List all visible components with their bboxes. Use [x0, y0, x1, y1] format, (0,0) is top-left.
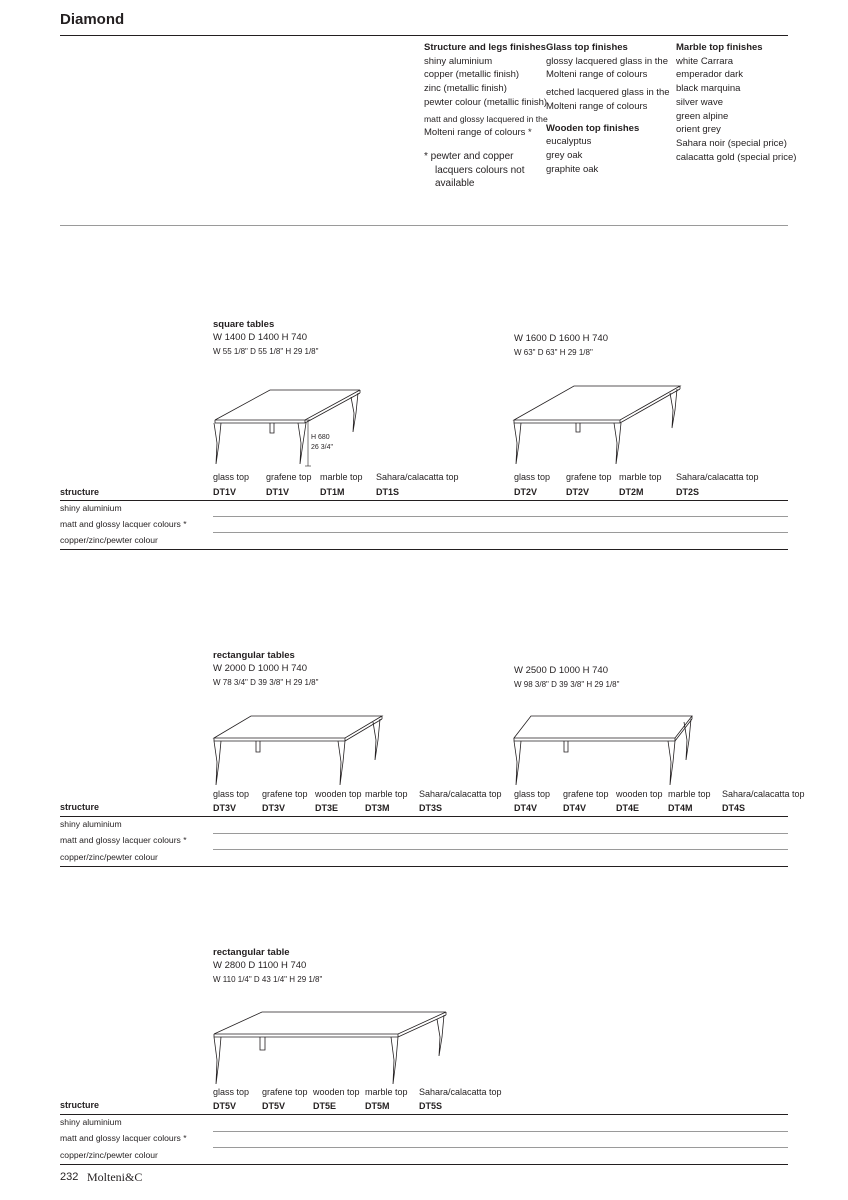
top-name: marble top [320, 472, 363, 482]
dimension-mm: W 1400 D 1400 H 740 [213, 332, 308, 343]
section-heading: rectangular table [213, 947, 290, 958]
finish-note [424, 150, 548, 191]
top-name: glass top [213, 472, 250, 482]
model-code: DT2M [619, 487, 644, 497]
row-label-structure: structure [60, 802, 100, 812]
section-heading: rectangular tables [213, 650, 295, 661]
top-name: wooden top [313, 1087, 360, 1097]
model-code: DT1S [376, 487, 400, 497]
row-label: shiny aluminium [60, 1117, 122, 1127]
structure-finishes [424, 41, 548, 191]
top-name: glass top [514, 472, 551, 482]
top-name: marble top [668, 789, 711, 799]
structure-finishes-heading: Structure and legs finishes [424, 42, 546, 53]
finishes-bottom-rule [60, 225, 788, 226]
table-rule [60, 500, 788, 501]
model-code: DT5E [313, 1101, 337, 1111]
dimension-in: W 63" D 63" H 29 1/8" [514, 348, 593, 357]
finish-item: silver wave [676, 96, 723, 108]
note-line: available [435, 178, 475, 190]
dimension-mm: W 2000 D 1000 H 740 [213, 663, 308, 674]
finish-item: white Carrara [676, 55, 734, 67]
row-rule [213, 833, 788, 834]
glass-finishes-heading: Glass top finishes [546, 42, 628, 53]
finish-item: grey oak [546, 149, 583, 161]
finish-item: black marquina [676, 83, 741, 95]
table-rule [60, 816, 788, 817]
top-name: grafene top [566, 472, 612, 482]
model-code: DT4V [514, 803, 538, 813]
model-code: DT5M [365, 1101, 390, 1111]
table-drawing-dt4 [510, 714, 700, 788]
top-name: Sahara/calacatta top [419, 1087, 502, 1097]
top-name: marble top [365, 1087, 408, 1097]
model-code: DT2V [566, 487, 590, 497]
model-code: DT3S [419, 803, 443, 813]
top-name: glass top [514, 789, 551, 799]
finish-item: Molteni range of colours [546, 69, 648, 81]
top-name: grafene top [563, 789, 609, 799]
model-code: DT5V [262, 1101, 286, 1111]
table-drawing-dt3 [210, 714, 390, 788]
finish-item: orient grey [676, 124, 721, 136]
note-line: * pewter and copper [424, 150, 514, 162]
model-code: DT2V [514, 487, 538, 497]
finish-item: green alpine [676, 110, 729, 122]
model-code: DT4M [668, 803, 693, 813]
finish-item: graphite oak [546, 163, 599, 175]
model-code: DT5V [213, 1101, 237, 1111]
model-code: DT4S [722, 803, 746, 813]
dimension-in: W 110 1/4" D 43 1/4" H 29 1/8" [213, 975, 323, 984]
finish-item: zinc (metallic finish) [424, 83, 507, 95]
top-name: wooden top [616, 789, 663, 799]
model-code: DT1M [320, 487, 345, 497]
table-rule [60, 549, 788, 550]
finish-item: etched lacquered glass in the [546, 87, 670, 99]
model-code: DT3E [315, 803, 339, 813]
finish-item: copper (metallic finish) [424, 69, 520, 81]
dimension-in: W 55 1/8" D 55 1/8" H 29 1/8" [213, 347, 319, 356]
table-rule [60, 1164, 788, 1165]
finish-item: matt and glossy lacquered in the [424, 113, 548, 124]
height-marker [303, 418, 313, 498]
row-label: shiny aluminium [60, 503, 122, 513]
top-name: grafene top [262, 1087, 308, 1097]
page-title: Diamond [60, 11, 125, 28]
title-rule [60, 35, 788, 36]
dimension-in: W 78 3/4" D 39 3/8" H 29 1/8" [213, 678, 319, 687]
row-label: matt and glossy lacquer colours * [60, 835, 187, 845]
table-rule [60, 866, 788, 867]
dimension-mm: W 1600 D 1600 H 740 [514, 333, 609, 344]
top-name: grafene top [266, 472, 312, 482]
row-label: copper/zinc/pewter colour [60, 535, 158, 545]
row-rule [213, 1131, 788, 1132]
row-label: copper/zinc/pewter colour [60, 852, 158, 862]
model-code: DT5S [419, 1101, 443, 1111]
model-code: DT3V [213, 803, 237, 813]
top-name: Sahara/calacatta top [376, 472, 459, 482]
table-drawing-dt2 [510, 384, 690, 464]
glass-finishes [546, 41, 670, 176]
top-name: grafene top [262, 789, 308, 799]
row-rule [213, 849, 788, 850]
dimension-in: W 98 3/8" D 39 3/8" H 29 1/8" [514, 680, 620, 689]
row-label: matt and glossy lacquer colours * [60, 519, 187, 529]
marble-finishes-heading: Marble top finishes [676, 42, 763, 53]
table-rule [60, 1114, 788, 1115]
top-name: marble top [619, 472, 662, 482]
model-code: DT1V [266, 487, 290, 497]
finish-item: emperador dark [676, 69, 744, 81]
model-code: DT4E [616, 803, 640, 813]
model-code: DT1V [213, 487, 237, 497]
finish-item: Sahara noir (special price) [676, 137, 787, 149]
row-label: copper/zinc/pewter colour [60, 1150, 158, 1160]
marble-finishes [676, 41, 796, 164]
row-rule [213, 532, 788, 533]
top-name: Sahara/calacatta top [722, 789, 805, 799]
model-code: DT3M [365, 803, 390, 813]
note-line: lacquers colours not [435, 164, 525, 176]
top-name: Sahara/calacatta top [676, 472, 759, 482]
dimension-mm: W 2500 D 1000 H 740 [514, 665, 609, 676]
row-label: matt and glossy lacquer colours * [60, 1133, 187, 1143]
row-rule [213, 516, 788, 517]
top-name: glass top [213, 1087, 250, 1097]
model-code: DT3V [262, 803, 286, 813]
model-code: DT4V [563, 803, 587, 813]
section-heading: square tables [213, 319, 275, 330]
row-label-structure: structure [60, 487, 100, 497]
page-number: 232 [60, 1171, 79, 1183]
finish-item: calacatta gold (special price) [676, 151, 797, 163]
finish-item: Molteni range of colours [546, 100, 648, 112]
dimension-mm: W 2800 D 1100 H 740 [213, 960, 307, 971]
row-label-structure: structure [60, 1100, 100, 1110]
top-name: marble top [365, 789, 408, 799]
height-note: 26 3/4" [311, 444, 333, 451]
row-rule [213, 1147, 788, 1148]
top-name: glass top [213, 789, 250, 799]
model-code: DT2S [676, 487, 700, 497]
finish-item: eucalyptus [546, 136, 592, 148]
wooden-finishes-heading: Wooden top finishes [546, 122, 640, 134]
finish-item: shiny aluminium [424, 55, 493, 67]
table-drawing-dt5 [210, 1010, 460, 1090]
finish-item: Molteni range of colours * [424, 127, 532, 139]
finish-item: pewter colour (metallic finish) [424, 96, 548, 108]
row-label: shiny aluminium [60, 819, 122, 829]
top-name: Sahara/calacatta top [419, 789, 502, 799]
finish-item: glossy lacquered glass in the [546, 55, 668, 67]
top-name: wooden top [315, 789, 362, 799]
brand-logo: Molteni&C [87, 1170, 143, 1184]
table-drawing-dt1 [210, 388, 370, 468]
height-note: H 680 [311, 434, 330, 441]
